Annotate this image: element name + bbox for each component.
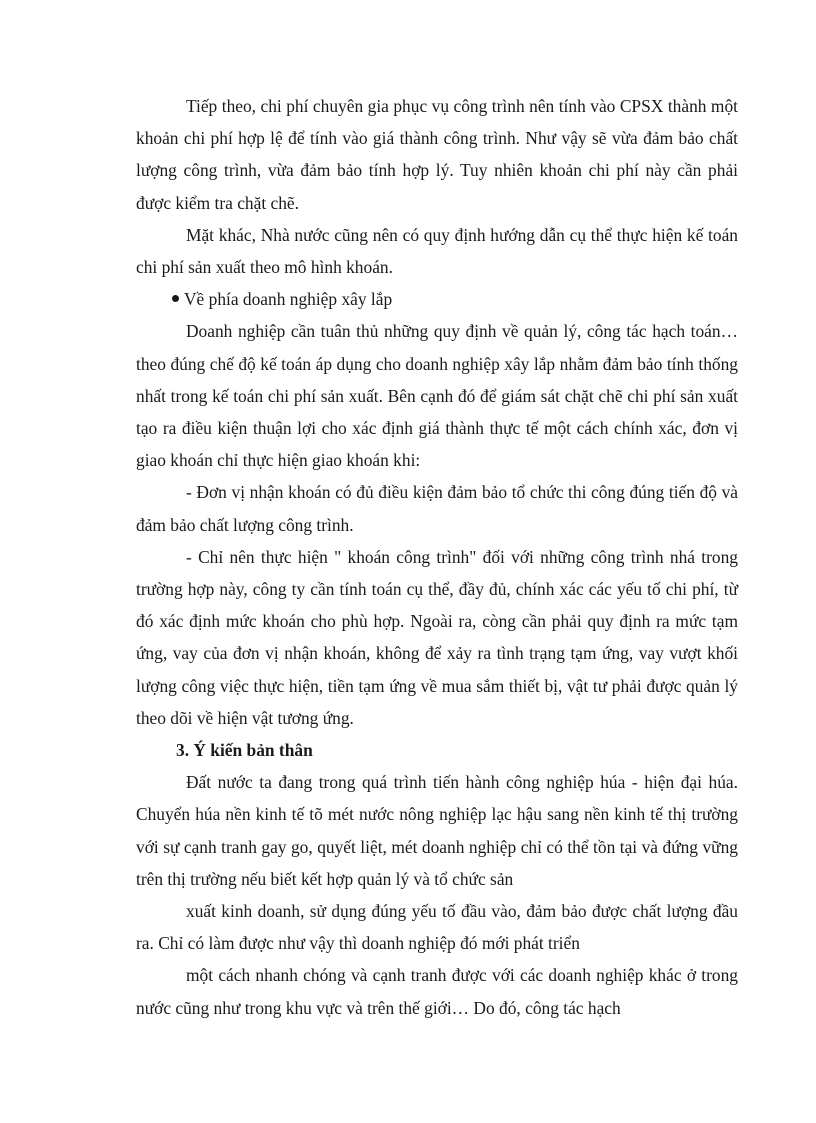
paragraph-state-regulation: Mặt khác, Nhà nước cũng nên có quy định hướng dẫn cụ thể thực hiện kế toán chi phí sản xuất theo mô hình khoán. — [136, 224, 738, 278]
document-page — [136, 90, 738, 1024]
paragraph-expert-cost: Tiếp theo, chi phí chuyên gia phục vụ công trình nên tính vào CPSX thành một khoản chi phí hợp lệ để tính vào giá thành công trình. Như vậy sẽ vừa đảm bảo chất lượng công trình, vừa đảm bảo tính hợp lý. Tuy nhiên khoản chi phí này cần phải được kiểm tra chặt chẽ. — [136, 96, 738, 213]
paragraph-enterprise-compliance: Doanh nghiệp cần tuân thủ những quy định về quản lý, công tác hạch toán… theo đúng chế độ kế toán áp dụng cho doanh nghiệp xây lắp nhằm đảm bảo tính thống nhất trong kế toán chi phí sản xuất. Bên cạnh đó để giám sát chặt chẽ chi phí sản xuất tạo ra điều kiện thuận lợi cho xác định giá thành thực tế một cách chính xác, đơn vị giao khoán chỉ thực hiện giao khoán khi: — [136, 321, 738, 471]
paragraph-business-input: xuất kinh doanh, sử dụng đúng yếu tố đầu vào, đảm bảo được chất lượng đầu ra. Chỉ có làm được như vậy thì doanh nghiệp đó mới phát triển — [136, 901, 738, 954]
paragraph-rapid-development: một cách nhanh chóng và cạnh tranh được với các doanh nghiệp khác ở trong nước cũng như trong khu vực và trên thế giới… Do đó, công tác hạch — [136, 965, 738, 1018]
paragraph-contract-scope: - Chỉ nên thực hiện " khoán công trình" đối với những công trình nhá trong trường hợp này, công ty cần tính toán cụ thể, đầy đủ, chính xác các yếu tố chi phí, từ đó xác định mức khoán cho phù hợp. Ngoài ra, còng cần phải quy định ra mức tạm ứng, vay của đơn vị nhận khoán, không để xảy ra tình trạng tạm ứng, vay vượt khối lượng công việc thực hiện, tiền tạm ứng về mua sắm thiết bị, vật tư phải được quản lý theo dõi về hiện vật tương ứng. — [136, 546, 738, 728]
bullet-label: Về phía doanh nghiệp xây lắp — [184, 289, 393, 310]
bullet-construction-enterprise — [136, 283, 738, 315]
paragraph-industrialization: Đất nước ta đang trong quá trình tiến hành công nghiệp húa - hiện đại húa. Chuyển húa nền kinh tế tõ mét nước nông nghiệp lạc hậu sang nền kinh tế thị trường với sự cạnh tranh gay go, quyết liệt, mét doanh nghiệp chỉ có thể tồn tại và đứng vững trên thị trường nếu biết kết hợp quản lý và tổ chức sản — [136, 772, 738, 889]
paragraph-contractor-condition: - Đơn vị nhận khoán có đủ điều kiện đảm bảo tổ chức thi công đúng tiến độ và đảm bảo chất lượng công trình. — [136, 482, 738, 535]
bullet-icon — [172, 295, 179, 302]
section-heading-personal-opinion: 3. Ý kiến bản thân — [176, 740, 313, 761]
